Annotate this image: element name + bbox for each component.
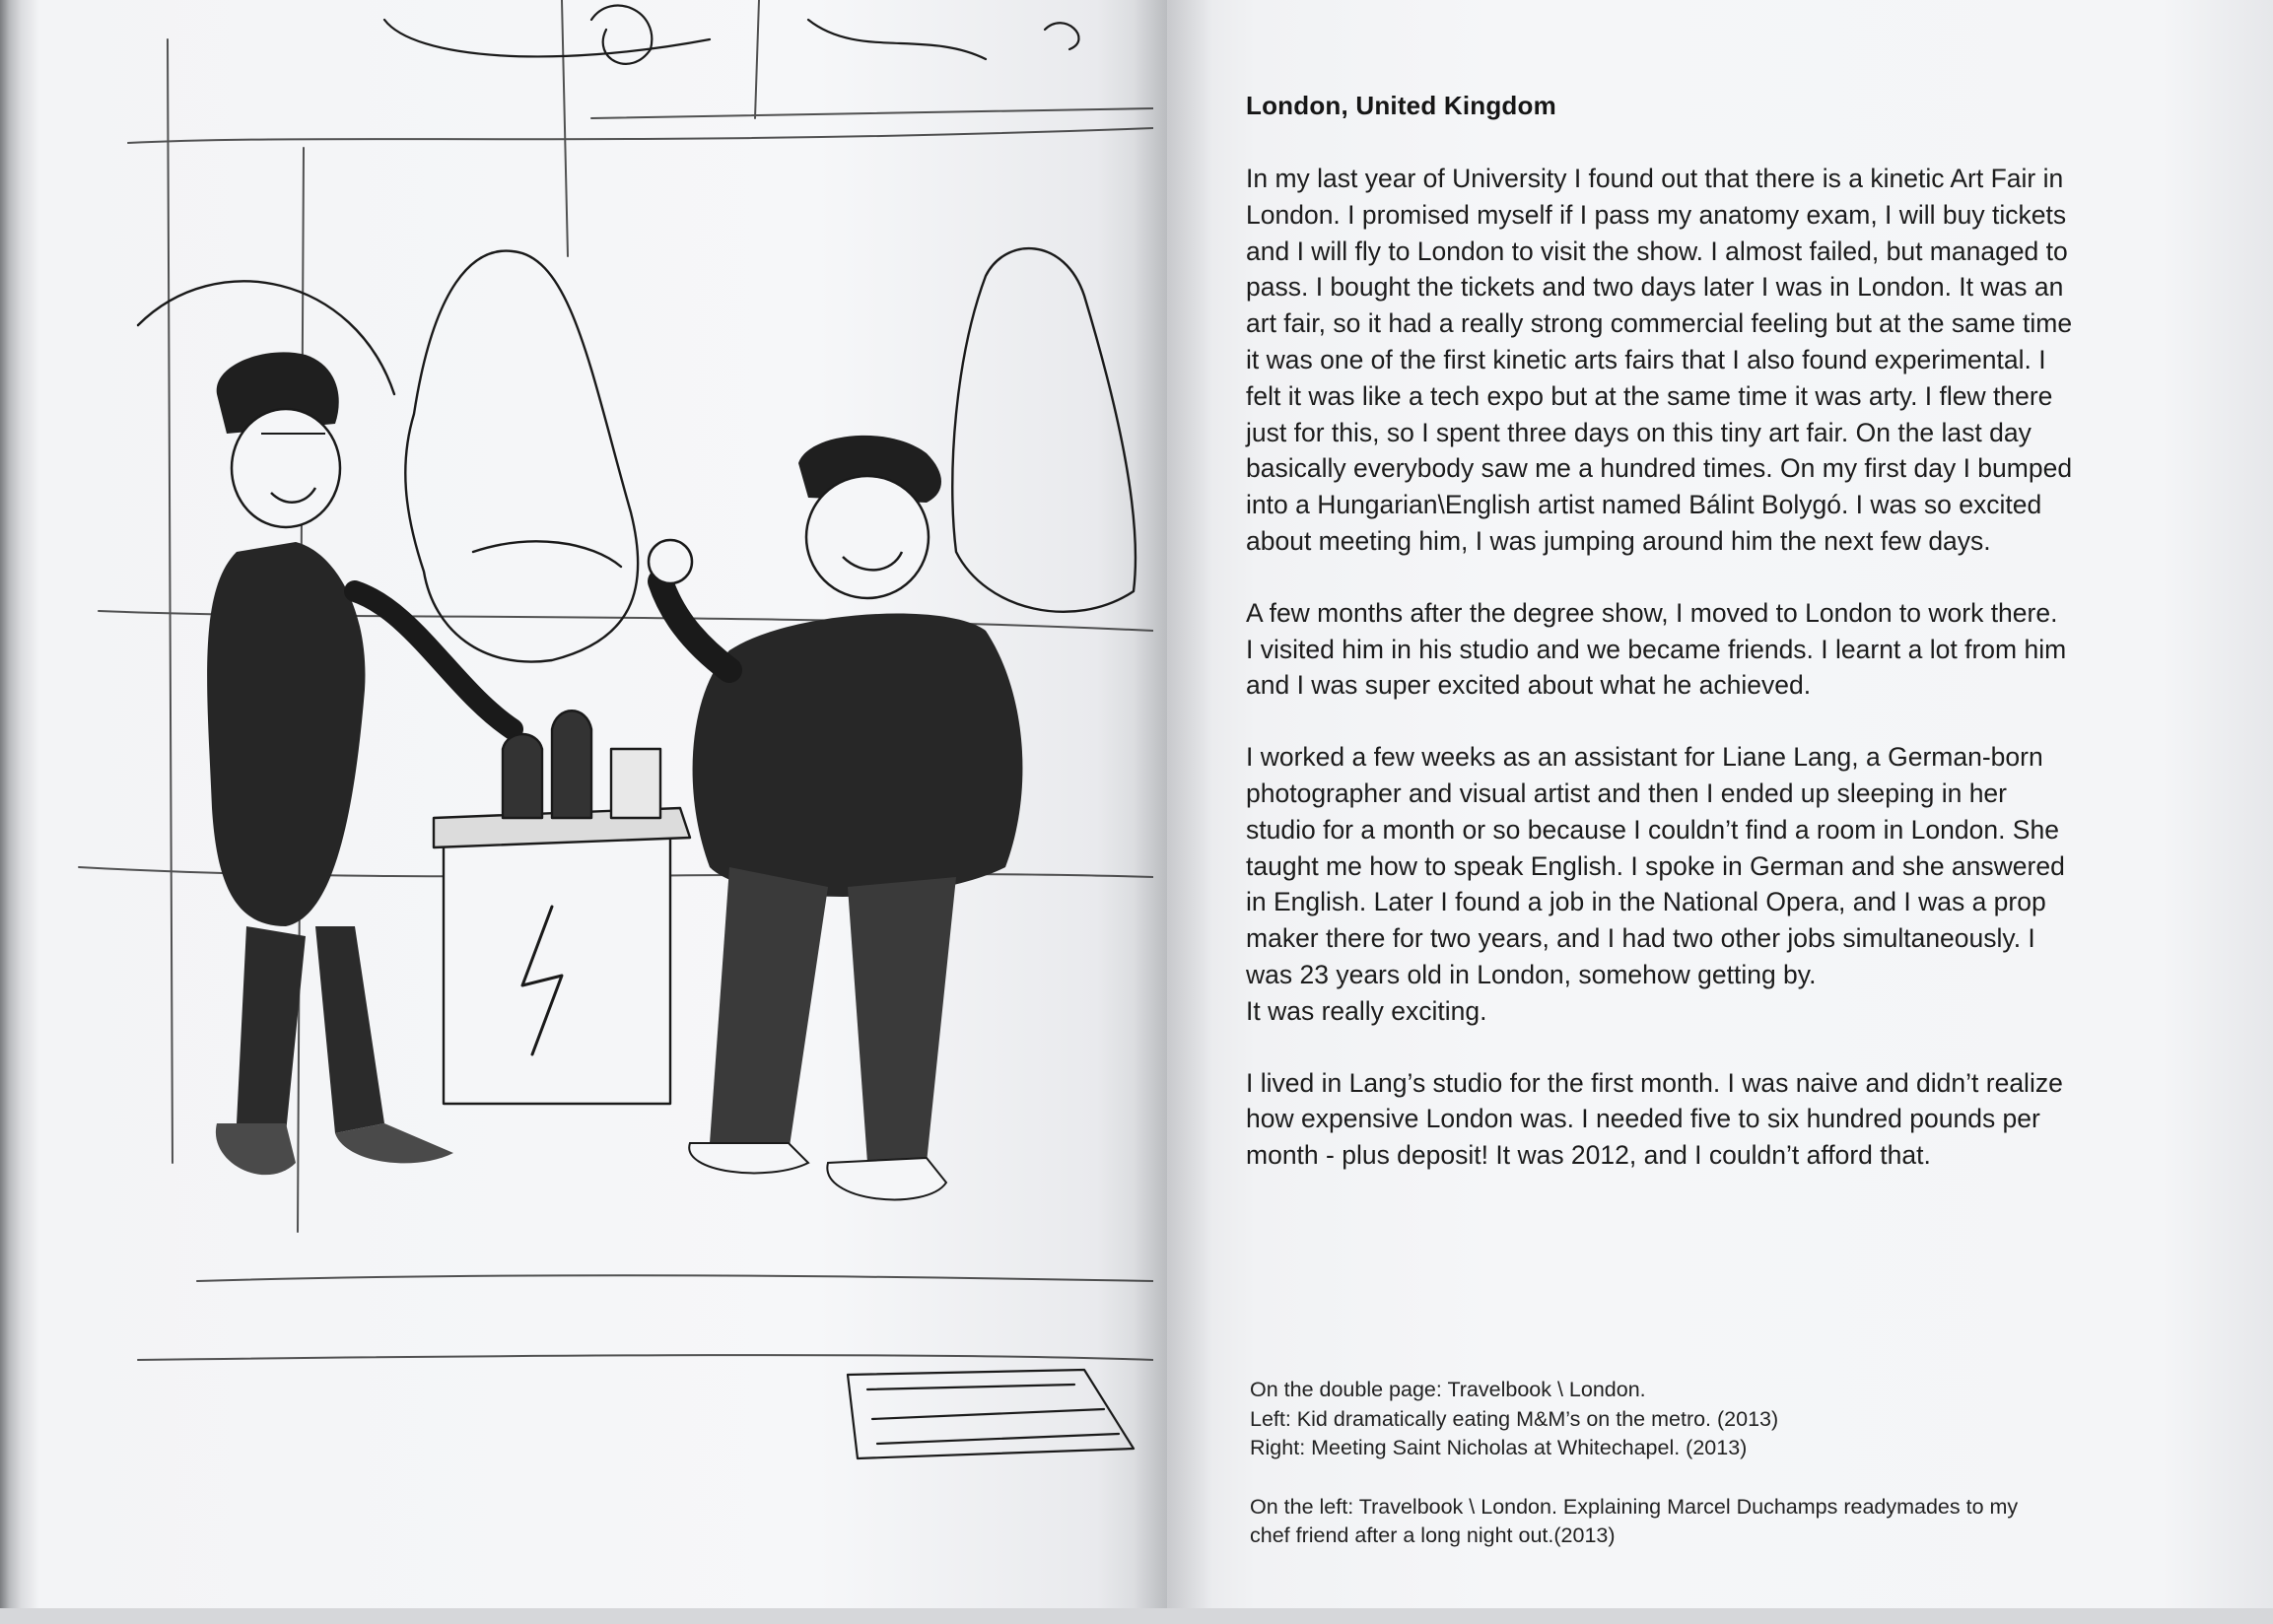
text-line: pass. I bought the tickets and two days later I was in London. It was an [1246,272,2064,303]
caption-line: On the double page: Travelbook \ London. [1250,1378,1646,1401]
caption-left-page [1250,1493,2216,1551]
text-line: and I will fly to London to visit the show. I almost failed, but managed to [1246,236,2068,266]
text-line: A few months after the degree show, I moved to London to work there. [1246,597,2058,628]
text-line: London. I promised myself if I pass my anatomy exam, I will buy tickets [1246,199,2067,230]
article-title: London, United Kingdom [1246,91,1556,120]
text-line: and I was super excited about what he achieved. [1246,670,1812,701]
caption-line: Left: Kid dramatically eating M&M’s on the metro. (2013) [1250,1406,1779,1431]
text-line: I worked a few weeks as an assistant for Liane Lang, a German-born [1246,742,2043,773]
text-line: how expensive London was. I needed five to six hundred pounds per [1246,1104,2040,1134]
floor-drain [848,1370,1134,1458]
caption-line: On the left: Travelbook \ London. Explaining Marcel Duchamps readymades to my [1250,1494,2019,1519]
top-ornaments [384,6,1079,64]
text-line: maker there for two years, and I had two other jobs simultaneously. I [1246,923,2035,954]
text-line: into a Hungarian\English artist named Bálint Bolygó. I was so excited [1246,490,2042,520]
text-line: taught me how to speak English. I spoke in German and she answered [1246,850,2065,881]
text-line: photographer and visual artist and then I ended up sleeping in her [1246,778,2007,808]
caption-double-page [1250,1376,2216,1463]
text-line: I visited him in his studio and we became friends. I learnt a lot from him [1246,634,2067,664]
text-line: month - plus deposit! It was 2012, and I couldn’t afford that. [1246,1140,1931,1171]
text-line: basically everybody saw me a hundred times. On my first day I bumped [1246,453,2073,484]
text-line: it was one of the first kinetic arts fairs that I also found experimental. I [1246,344,2046,374]
bar-cart [434,710,690,1104]
book-gutter [1134,0,1212,1608]
caption-line: chef friend after a long night out.(2013) [1250,1523,1616,1547]
man-right-figure [649,436,1022,1200]
paragraph-4 [1246,1065,2232,1174]
ink-sketch-illustration [39,0,1153,1596]
text-line: was 23 years old in London, somehow getting by. [1246,959,1817,989]
text-line: It was really exciting. [1246,995,1487,1026]
page-edge-strip [0,1608,2273,1624]
text-line: art fair, so it had a really strong commercial feeling but at the same time [1246,308,2073,339]
text-line: about meeting him, I was jumping around him the next few days. [1246,525,1991,556]
text-line: just for this, so I spent three days on this tiny art fair. On the last day [1246,417,2032,447]
text-line: studio for a month or so because I couldn’t find a room in London. She [1246,814,2059,845]
paragraph-3 [1246,739,2232,1029]
caption-block [1250,1376,2216,1581]
article-column [1246,91,2232,1209]
text-line: I lived in Lang’s studio for the first month. I was naive and didn’t realize [1246,1067,2063,1098]
paragraph-1 [1246,161,2232,560]
caption-line: Right: Meeting Saint Nicholas at Whitechapel. (2013) [1250,1436,1748,1459]
text-line: in English. Later I found a job in the National Opera, and I was a prop [1246,887,2046,917]
paragraph-2 [1246,595,2232,704]
text-line: felt it was like a tech expo but at the same time it was arty. I flew there [1246,380,2053,411]
text-line: In my last year of University I found out that there is a kinetic Art Fair in [1246,164,2064,193]
